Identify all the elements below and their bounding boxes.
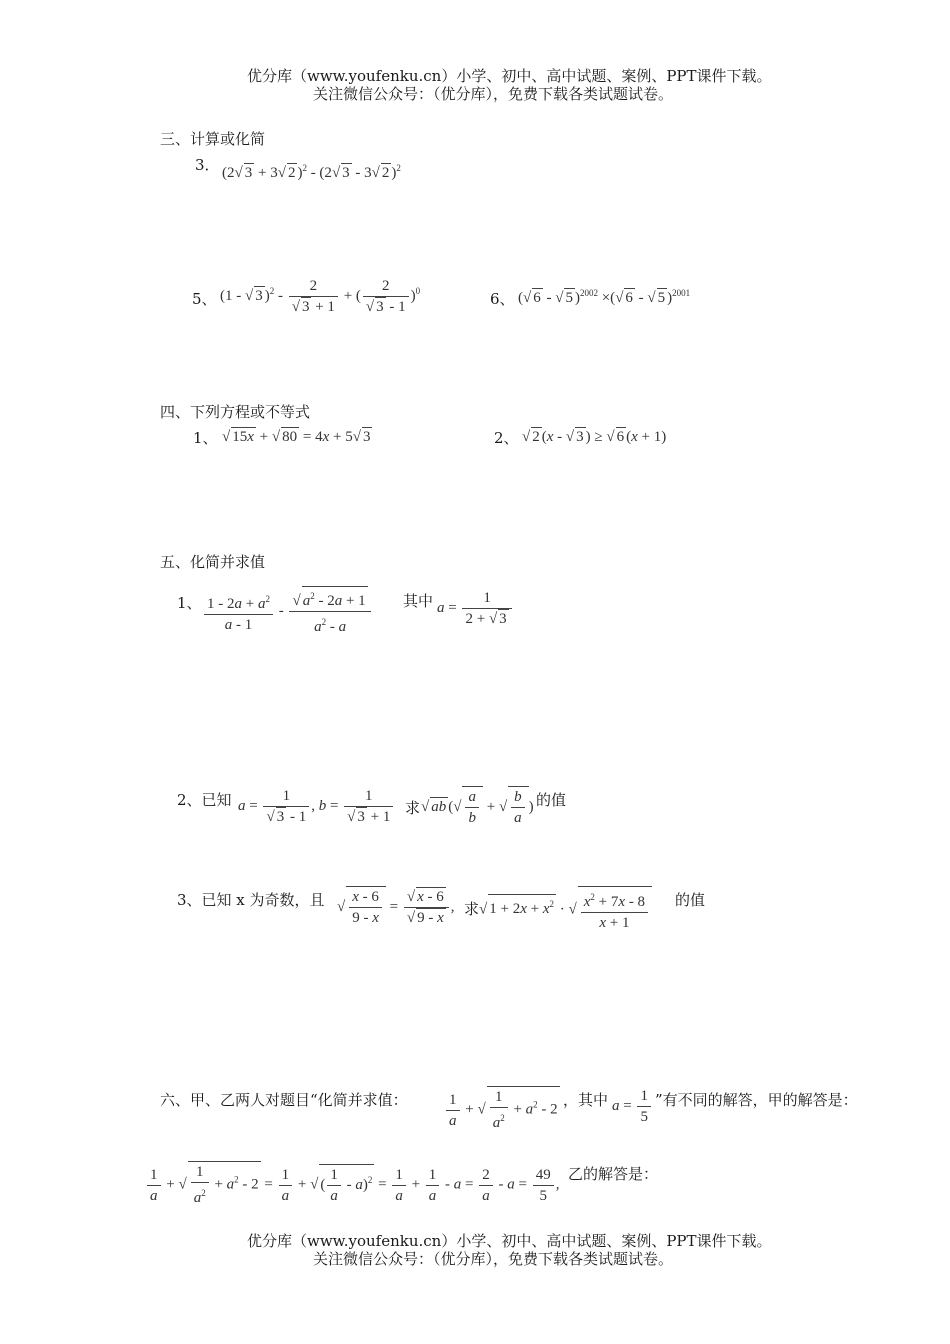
section-6-intro: 六、甲、乙两人对题目“化简并求值： <box>160 1091 408 1109</box>
s4-q1-label: 1、 <box>193 429 218 447</box>
s5-q3-tail: 的值 <box>675 891 706 909</box>
q3-expression: (2√ 3 + 3√ 2 )$^2$ - (2√ 3 - 3√ 2 )$^2$ <box>222 163 401 181</box>
q6-expression: (√ 6 - √ 5 )$^{2002}$ ×(√ 6 - √ 5 )$^{2001}$ <box>518 288 691 306</box>
s6-condition: a = $\frac{1}{5}$ <box>612 1086 653 1127</box>
s5-q3-condition: √ $\frac{x - 6}{9 - x}$ = $\frac{√ x - 6}{√ 9 - x}$ , <box>337 886 455 928</box>
footer-line-1: 优分库（www.youfenku.cn）小学、初中、高中试题、案例、PPT课件下载。 <box>247 1232 772 1250</box>
s5-q3-label: 3、已知 x 为奇数，且 <box>177 891 325 909</box>
q5-expression: (1 - √ 3 )$^2$ - $\frac{2}{√ 3 + 1}$ + ( $\frac{2}{√ 3 - 1}$ )$^0$ <box>220 278 421 315</box>
s5-q2-expression: √ ab (√ $\frac{a}{b}$ + √ $\frac{b}{a}$ ) <box>421 786 534 828</box>
footer-line-2: 关注微信公众号：（优分库），免费下载各类试题试卷。 <box>313 1250 674 1268</box>
q5-label: 5、 <box>192 290 217 308</box>
section-4-title: 四、下列方程或不等式 <box>160 403 311 421</box>
s5-q3-ask: 求 <box>464 900 480 918</box>
s4-q2-label: 2、 <box>494 429 519 447</box>
s6-jia-solution: $\frac{1}{a}$ + √ $\frac{1}{a^2}$ + $a^2 - 2$ = $\frac{1}{a}$ + √ ( $\frac{1}{a}$ - a)$^2$ = $\frac{1}{a}$ + $\frac{1}{a}$ - a = $\frac{2}{a}$ - a = $\frac{49}{5}$ , <box>145 1161 559 1208</box>
header-line-1: 优分库（www.youfenku.cn）小学、初中、高中试题、案例、PPT课件下载。 <box>247 67 772 85</box>
s6-expression: $\frac{1}{a}$ + √ $\frac{1}{a^2}$ + $a^2 - 2$ <box>444 1086 560 1133</box>
s5-q3-expression: √ $1 + 2x + x^2$ · √ $\frac{x^2 + 7x - 8}{x + 1}$ <box>479 886 652 933</box>
s5-q2-label: 2、已知 <box>177 791 232 809</box>
s5-q1-condition: a = $\frac{1}{2 + √ 3}$ <box>437 588 514 629</box>
q6-label: 6、 <box>490 290 515 308</box>
q3-label: 3． <box>195 156 220 174</box>
section-3-title: 三、计算或化简 <box>160 130 266 148</box>
s5-q1-where: 其中 <box>403 592 434 610</box>
s6-tail: ”有不同的解答，甲的解答是： <box>655 1091 858 1109</box>
header-line-2: 关注微信公众号：（优分库），免费下载各类试题试卷。 <box>313 85 674 103</box>
s5-q1-expression: $\frac{1 - 2a + a^2}{a - 1}$ - $\frac{√ a^2 - 2a + 1}{a^2 - a}$ <box>202 586 373 637</box>
s5-q2-tail: 的值 <box>536 791 567 809</box>
s4-q2-inequality: √ 2 (x - √ 3 ) ≥ √ 6 (x + 1) <box>522 429 667 445</box>
s5-q2-given: a = $\frac{1}{√ 3 - 1}$ , b = $\frac{1}{√ 3 + 1}$ <box>238 786 395 827</box>
s5-q1-label: 1、 <box>177 594 202 612</box>
s5-q2-ask: 求 <box>405 799 421 817</box>
section-5-title: 五、化简并求值 <box>160 553 266 571</box>
s4-q1-equation: √ 15x + √ 80 = 4x + 5√ 3 <box>222 429 371 445</box>
s6-where: ，其中 <box>563 1091 609 1109</box>
s6-yi: 乙的解答是： <box>568 1165 659 1183</box>
